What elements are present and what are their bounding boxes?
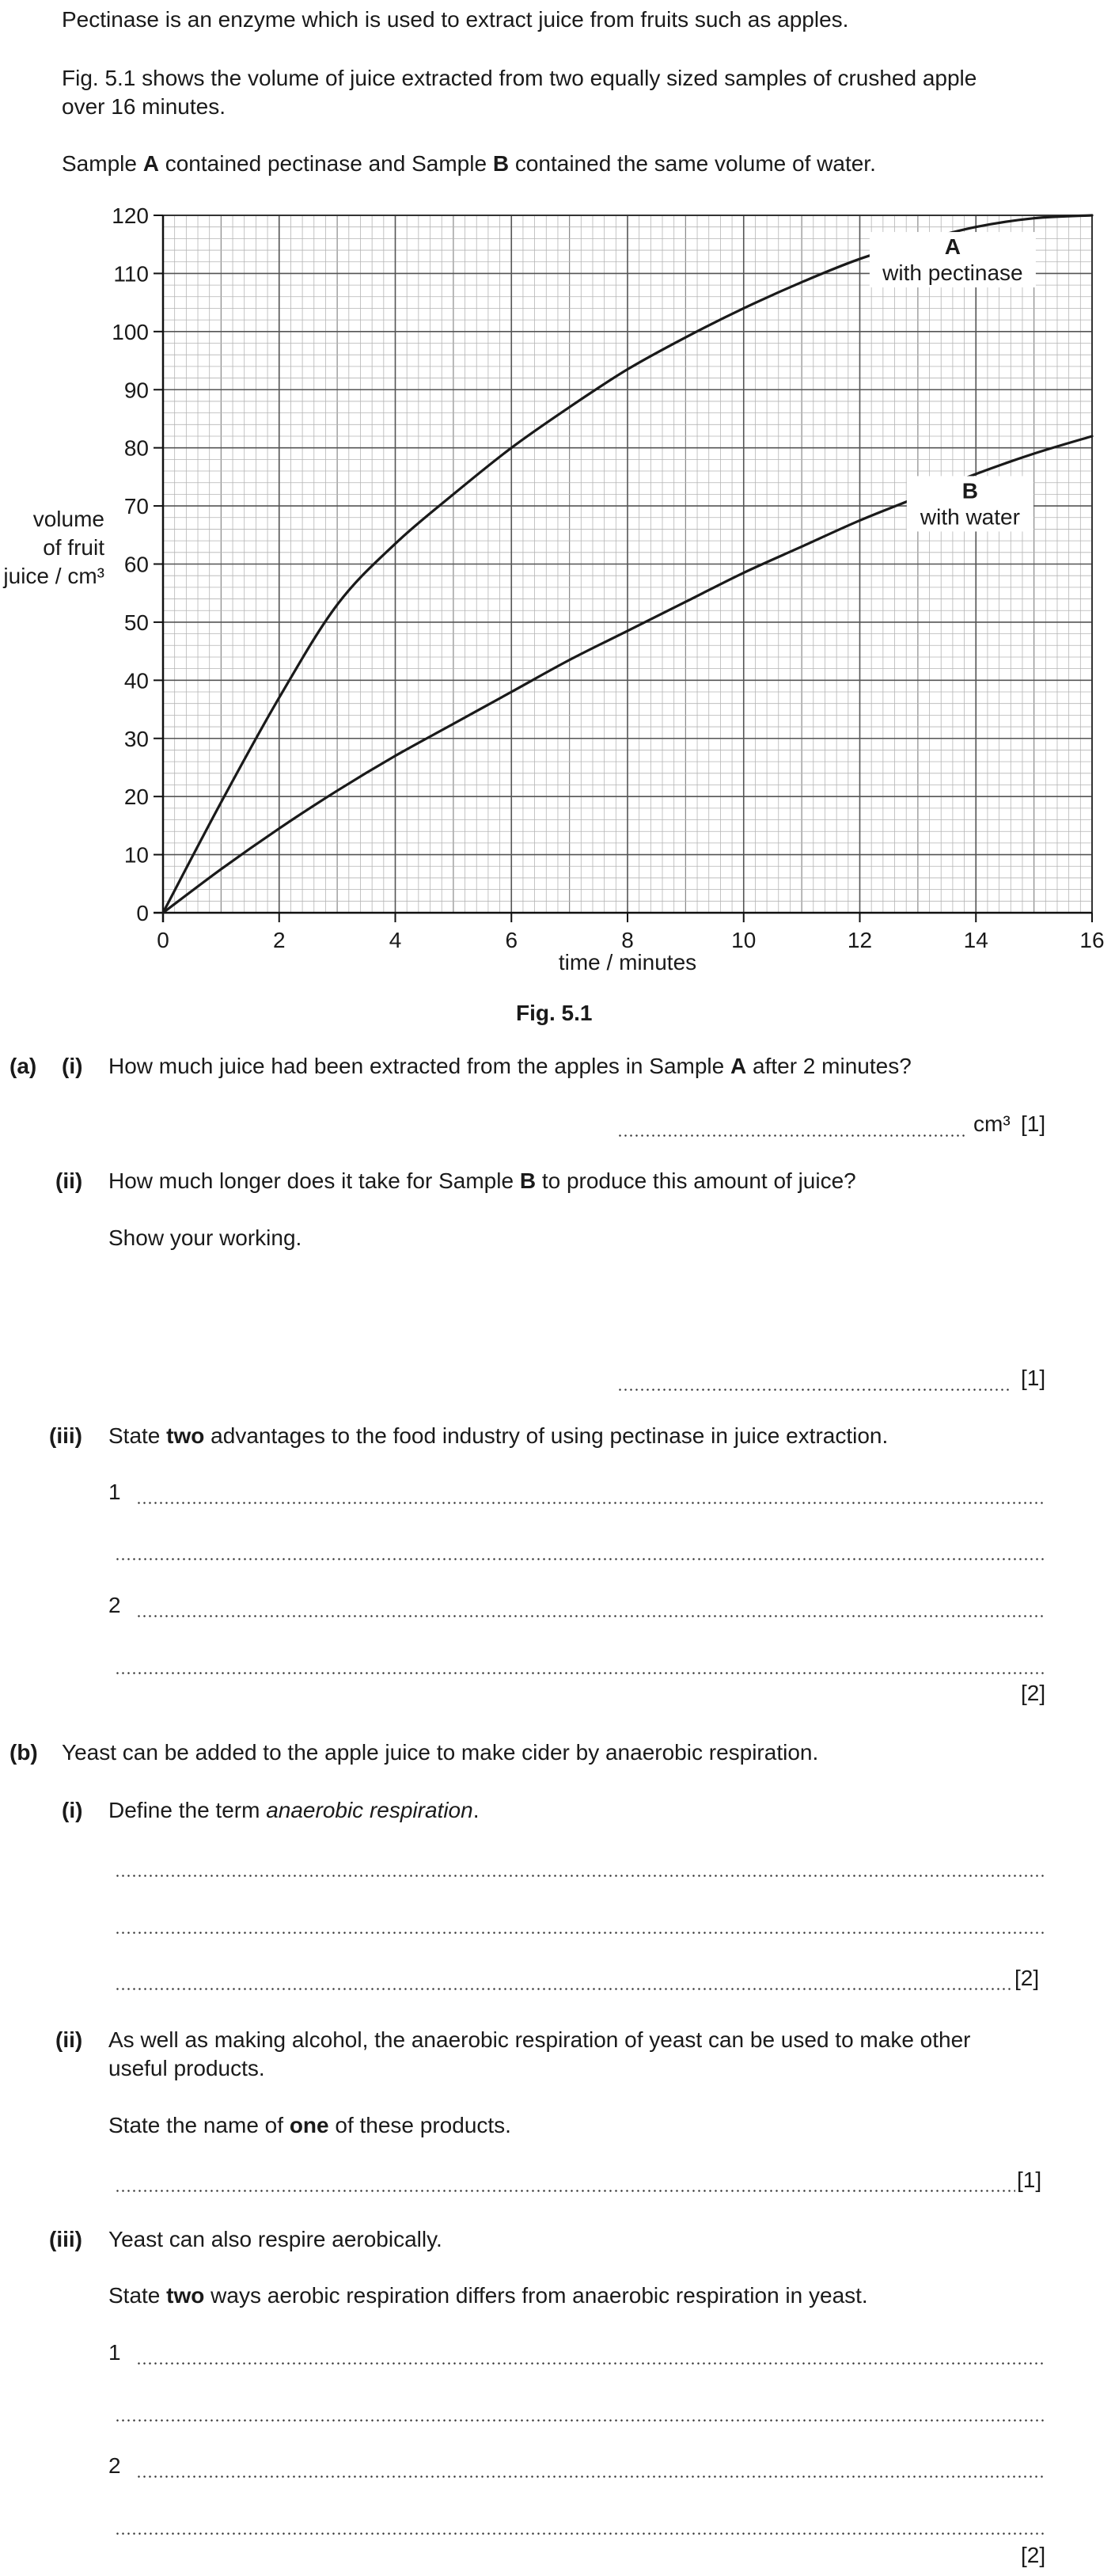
part-a-ii-text-bold: B <box>519 1168 537 1193</box>
chart-x-tick-labels <box>157 928 1104 952</box>
x-tick-label: 8 <box>621 928 634 952</box>
y-tick-label: 30 <box>123 726 149 751</box>
part-b-iii-num: (iii) <box>49 2227 82 2251</box>
x-tick-label: 0 <box>157 928 169 952</box>
series-a-letter: A <box>944 234 961 260</box>
marks-b-iii: [2] <box>1021 2543 1046 2567</box>
part-a-ii-text-pre: How much longer does it take for Sample <box>108 1168 520 1193</box>
part-a-i-text-bold: A <box>730 1054 747 1078</box>
intro-line-2a: Fig. 5.1 shows the volume of juice extracted from two equally sized samples of crushed apple <box>62 66 977 90</box>
y-tick-label: 90 <box>123 378 149 403</box>
part-b-i-text-pre: Define the term <box>108 1798 267 1822</box>
figure-caption: Fig. 5.1 <box>516 1001 593 1025</box>
answer-line-a-iii-1a[interactable] <box>136 1502 1046 1504</box>
part-a-i-question <box>108 1053 912 1080</box>
part-b-i-question <box>108 1797 479 1824</box>
marks-b-i: [2] <box>1014 1966 1040 1990</box>
intro-line-3-mid: contained pectinase and Sample <box>158 151 493 176</box>
part-b-ii-text-1: As well as making alcohol, the anaerobic respiration of yeast can be used to make other <box>108 2027 971 2052</box>
chart-y-tick-labels <box>112 203 149 925</box>
x-tick-label: 14 <box>963 928 988 952</box>
x-tick-label: 12 <box>847 928 873 952</box>
y-tick-label: 0 <box>136 901 149 925</box>
part-a-iii-num-2: 2 <box>108 1593 121 1617</box>
intro-line-1: Pectinase is an enzyme which is used to extract juice from fruits such as apples. <box>62 7 849 32</box>
answer-line-a-iii-1b[interactable] <box>115 1558 1046 1560</box>
x-tick-label: 2 <box>272 928 286 952</box>
marks-a-i: [1] <box>1021 1111 1046 1136</box>
sample-b-label: B <box>492 151 510 176</box>
answer-line-b-iii-2a[interactable] <box>136 2475 1046 2478</box>
series-b-name: with water <box>920 504 1020 530</box>
part-a-iii-num: (iii) <box>49 1423 82 1448</box>
part-b-iii-num-2: 2 <box>108 2453 121 2478</box>
answer-unit-a-i: cm³ <box>973 1111 1011 1136</box>
x-tick-label: 10 <box>731 928 757 952</box>
part-a-ii-question <box>108 1168 856 1195</box>
part-b-ii-question <box>108 2112 511 2139</box>
intro-line-3 <box>62 150 876 177</box>
marks-b-ii: [1] <box>1017 2168 1042 2192</box>
y-axis-title-line: volume <box>32 507 104 531</box>
part-b-i-text-post: . <box>472 1798 480 1822</box>
y-tick-label: 10 <box>123 842 149 868</box>
series-a-name: with pectinase <box>882 260 1023 286</box>
intro-line-3-post: contained the same volume of water. <box>509 151 876 176</box>
part-b-iii-text-2-bold: two <box>166 2283 205 2308</box>
juice-volume-chart <box>0 198 1115 982</box>
answer-line-a-i[interactable] <box>617 1134 967 1137</box>
part-b-iii-num-1: 1 <box>108 2340 121 2365</box>
y-axis-title-line: juice / cm³ <box>3 564 104 588</box>
part-b-iii-question <box>108 2282 868 2309</box>
part-a-ii-instruction: Show your working. <box>108 1225 302 1250</box>
y-tick-label: 70 <box>123 494 149 519</box>
part-b-ii-text-3-post: of these products. <box>328 2113 511 2137</box>
part-b-i-num: (i) <box>62 1798 83 1822</box>
part-a-iii-text-pre: State <box>108 1423 167 1448</box>
series-b-letter: B <box>961 478 979 503</box>
part-a-i-text-pre: How much juice had been extracted from the apples in Sample <box>108 1054 730 1078</box>
part-a-i-text-post: after 2 minutes? <box>746 1054 912 1078</box>
answer-line-a-iii-2a[interactable] <box>136 1615 1046 1617</box>
sample-a-label: A <box>142 151 159 176</box>
part-b-ii-num: (ii) <box>55 2027 83 2052</box>
answer-line-b-ii[interactable] <box>115 2190 1015 2192</box>
answer-line-a-iii-2b[interactable] <box>115 1672 1046 1674</box>
chart-axes <box>154 215 1092 922</box>
marks-a-iii: [2] <box>1021 1681 1046 1705</box>
y-tick-label: 40 <box>123 668 149 693</box>
x-tick-label: 16 <box>1079 928 1105 952</box>
y-tick-label: 50 <box>123 610 149 635</box>
intro-line-3-pre: Sample <box>62 151 143 176</box>
part-a-iii-question <box>108 1423 888 1449</box>
part-a-iii-num-1: 1 <box>108 1480 121 1504</box>
y-tick-label: 80 <box>123 435 149 461</box>
part-b-i-text-italic: anaerobic respiration <box>266 1798 473 1822</box>
answer-line-b-iii-1a[interactable] <box>136 2362 1046 2365</box>
answer-line-b-i-2[interactable] <box>115 1932 1046 1934</box>
answer-line-b-iii-1b[interactable] <box>115 2419 1046 2422</box>
y-tick-label: 60 <box>123 552 149 577</box>
y-axis-title-line: of fruit <box>43 535 104 560</box>
part-b-iii-text-2-pre: State <box>108 2283 167 2308</box>
part-a-iii-text-post: advantages to the food industry of using pectinase in juice extraction. <box>204 1423 889 1448</box>
answer-line-b-iii-2b[interactable] <box>115 2532 1046 2535</box>
part-b-ii-text-3-bold: one <box>289 2113 329 2137</box>
part-a-label: (a) <box>9 1054 37 1078</box>
part-b-label: (b) <box>9 1740 38 1765</box>
part-b-iii-text-1: Yeast can also respire aerobically. <box>108 2227 442 2251</box>
y-tick-label: 120 <box>112 203 149 228</box>
y-tick-label: 110 <box>113 261 149 287</box>
x-tick-label: 4 <box>389 928 402 952</box>
y-tick-label: 20 <box>123 785 149 810</box>
intro-line-2b: over 16 minutes. <box>62 94 226 119</box>
answer-line-b-i-1[interactable] <box>115 1875 1046 1877</box>
x-axis-title: time / minutes <box>558 950 697 975</box>
answer-line-a-ii[interactable] <box>617 1389 1011 1391</box>
part-a-ii-num: (ii) <box>55 1168 83 1193</box>
part-b-ii-text-3-pre: State the name of <box>108 2113 290 2137</box>
part-a-ii-text-post: to produce this amount of juice? <box>536 1168 856 1193</box>
y-tick-label: 100 <box>112 319 149 344</box>
part-a-i-num: (i) <box>62 1054 83 1078</box>
part-b-intro: Yeast can be added to the apple juice to make cider by anaerobic respiration. <box>62 1740 819 1765</box>
answer-line-b-i-3[interactable] <box>115 1988 1013 1990</box>
part-b-ii-text-2: useful products. <box>108 2056 265 2080</box>
marks-a-ii: [1] <box>1021 1366 1046 1390</box>
part-a-iii-text-bold: two <box>166 1423 205 1448</box>
x-tick-label: 6 <box>505 928 518 952</box>
part-b-iii-text-2-post: ways aerobic respiration differs from anaerobic respiration in yeast. <box>204 2283 868 2308</box>
